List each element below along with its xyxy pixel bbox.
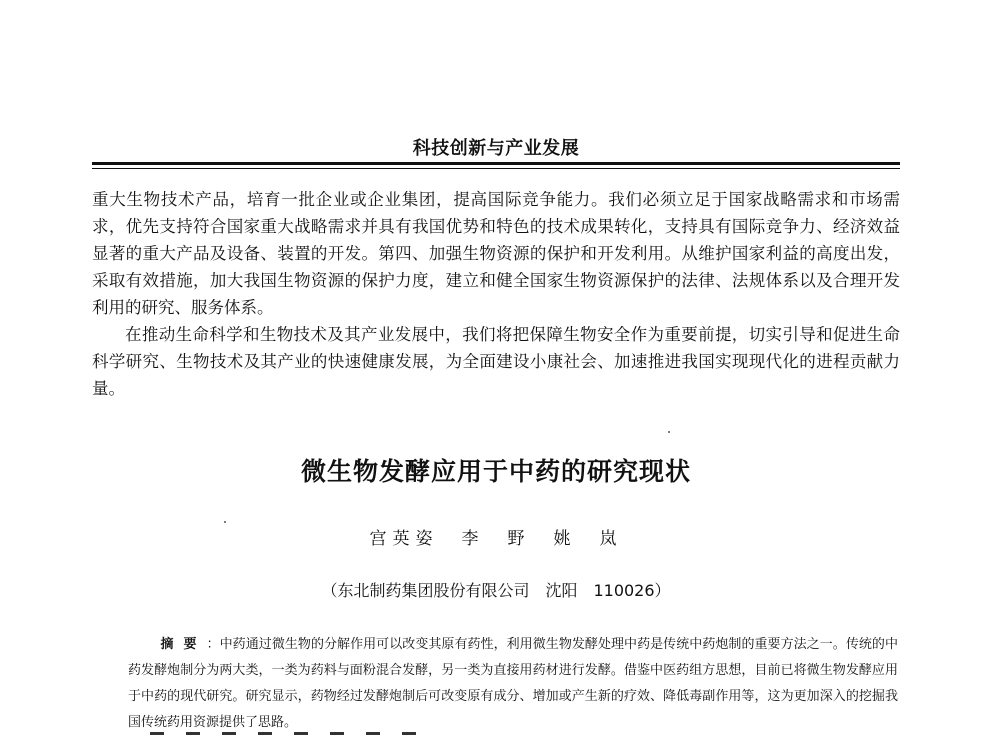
cut-off-next-line	[150, 732, 450, 742]
article-authors: 宫英姿 李 野 姚 岚	[369, 529, 623, 549]
abstract-colon: ：	[206, 637, 220, 652]
abstract-text: 中药通过微生物的分解作用可以改变其原有药性，利用微生物发酵处理中药是传统中药炮制的重要方法之一。传统的中药发酵炮制分为两大类，一类为药料与面粉混合发酵，另一类为直接用药材进行发酵。借鉴中医药组方思想，目前已将微生物发酵应用于中药的现代研究。研究显示，药物经过发酵炮制后可改变原有成分、增加或产生新的疗效、降低毒副作用等，这为更加深入的挖掘我国传统药用资源提供了思路。	[128, 637, 898, 730]
article-abstract	[128, 632, 898, 736]
body-paragraph-1: 重大生物技术产品，培育一批企业或企业集团，提高国际竞争能力。我们必须立足于国家战略需求和市场需求，优先支持符合国家重大战略需求并具有我国优势和特色的技术成果转化，支持具有国际竞争力、经济效益显著的重大产品及设备、装置的开发。第四、加强生物资源的保护和开发利用。从维护国家利益的高度出发，采取有效措施，加大我国生物资源的保护力度，建立和健全国家生物资源保护的法律、法规体系以及合理开发利用的研究、服务体系。	[92, 190, 900, 317]
header-rule-thick	[92, 162, 900, 165]
scan-speck	[224, 521, 226, 523]
article-title: 微生物发酵应用于中药的研究现状	[300, 457, 691, 486]
article-affiliation: （东北制药集团股份有限公司 沈阳 110026）	[321, 581, 671, 600]
body-paragraph-2: 在推动生命科学和生物技术及其产业发展中，我们将把保障生物安全作为重要前提，切实引导和促进生命科学研究、生物技术及其产业的快速健康发展，为全面建设小康社会、加速推进我国实现现代化的进程贡献力量。	[92, 325, 900, 398]
running-head: 科技创新与产业发展	[412, 138, 580, 159]
abstract-label: 摘要	[160, 637, 207, 652]
previous-article-body	[92, 186, 900, 402]
scan-speck	[668, 431, 670, 433]
header-rule-thin	[92, 168, 900, 169]
